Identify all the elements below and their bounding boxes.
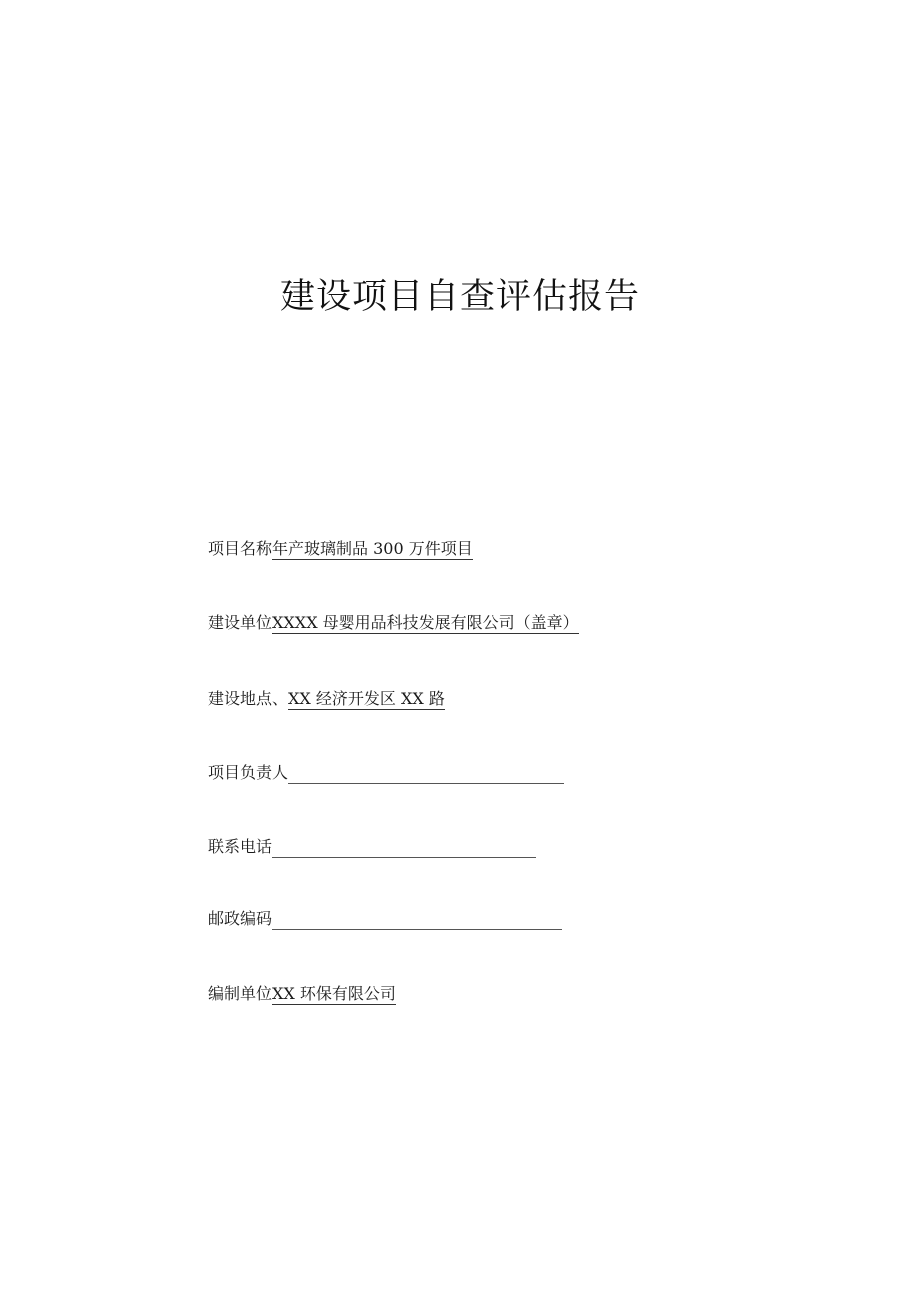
compiler-field: [208, 983, 396, 1005]
postcode-field: [208, 908, 562, 930]
site-value: XX 经济开发区 XX 路: [288, 689, 445, 708]
leader-field: [208, 762, 564, 784]
postcode-label: 邮政编码: [208, 909, 273, 928]
postcode-blank-line: [272, 913, 562, 930]
phone-blank-line: [272, 841, 536, 858]
project-name-value: 年产玻璃制品 300 万件项目: [272, 539, 473, 558]
project-name-label: 项目名称: [208, 539, 273, 558]
builder-value: XXXX 母婴用品科技发展有限公司（盖章）: [272, 613, 579, 632]
compiler-value: XX 环保有限公司: [272, 984, 396, 1003]
leader-blank-line: [288, 767, 564, 784]
compiler-label: 编制单位: [208, 984, 273, 1003]
builder-label: 建设单位: [208, 613, 273, 632]
phone-field: [208, 836, 536, 858]
site-field: [208, 688, 445, 710]
project-name-field: [208, 538, 473, 560]
phone-label: 联系电话: [208, 837, 273, 856]
site-label: 建设地点、: [208, 689, 289, 708]
leader-label: 项目负责人: [208, 763, 289, 782]
builder-field: [208, 612, 579, 634]
document-title: 建设项目自查评估报告: [279, 277, 640, 317]
